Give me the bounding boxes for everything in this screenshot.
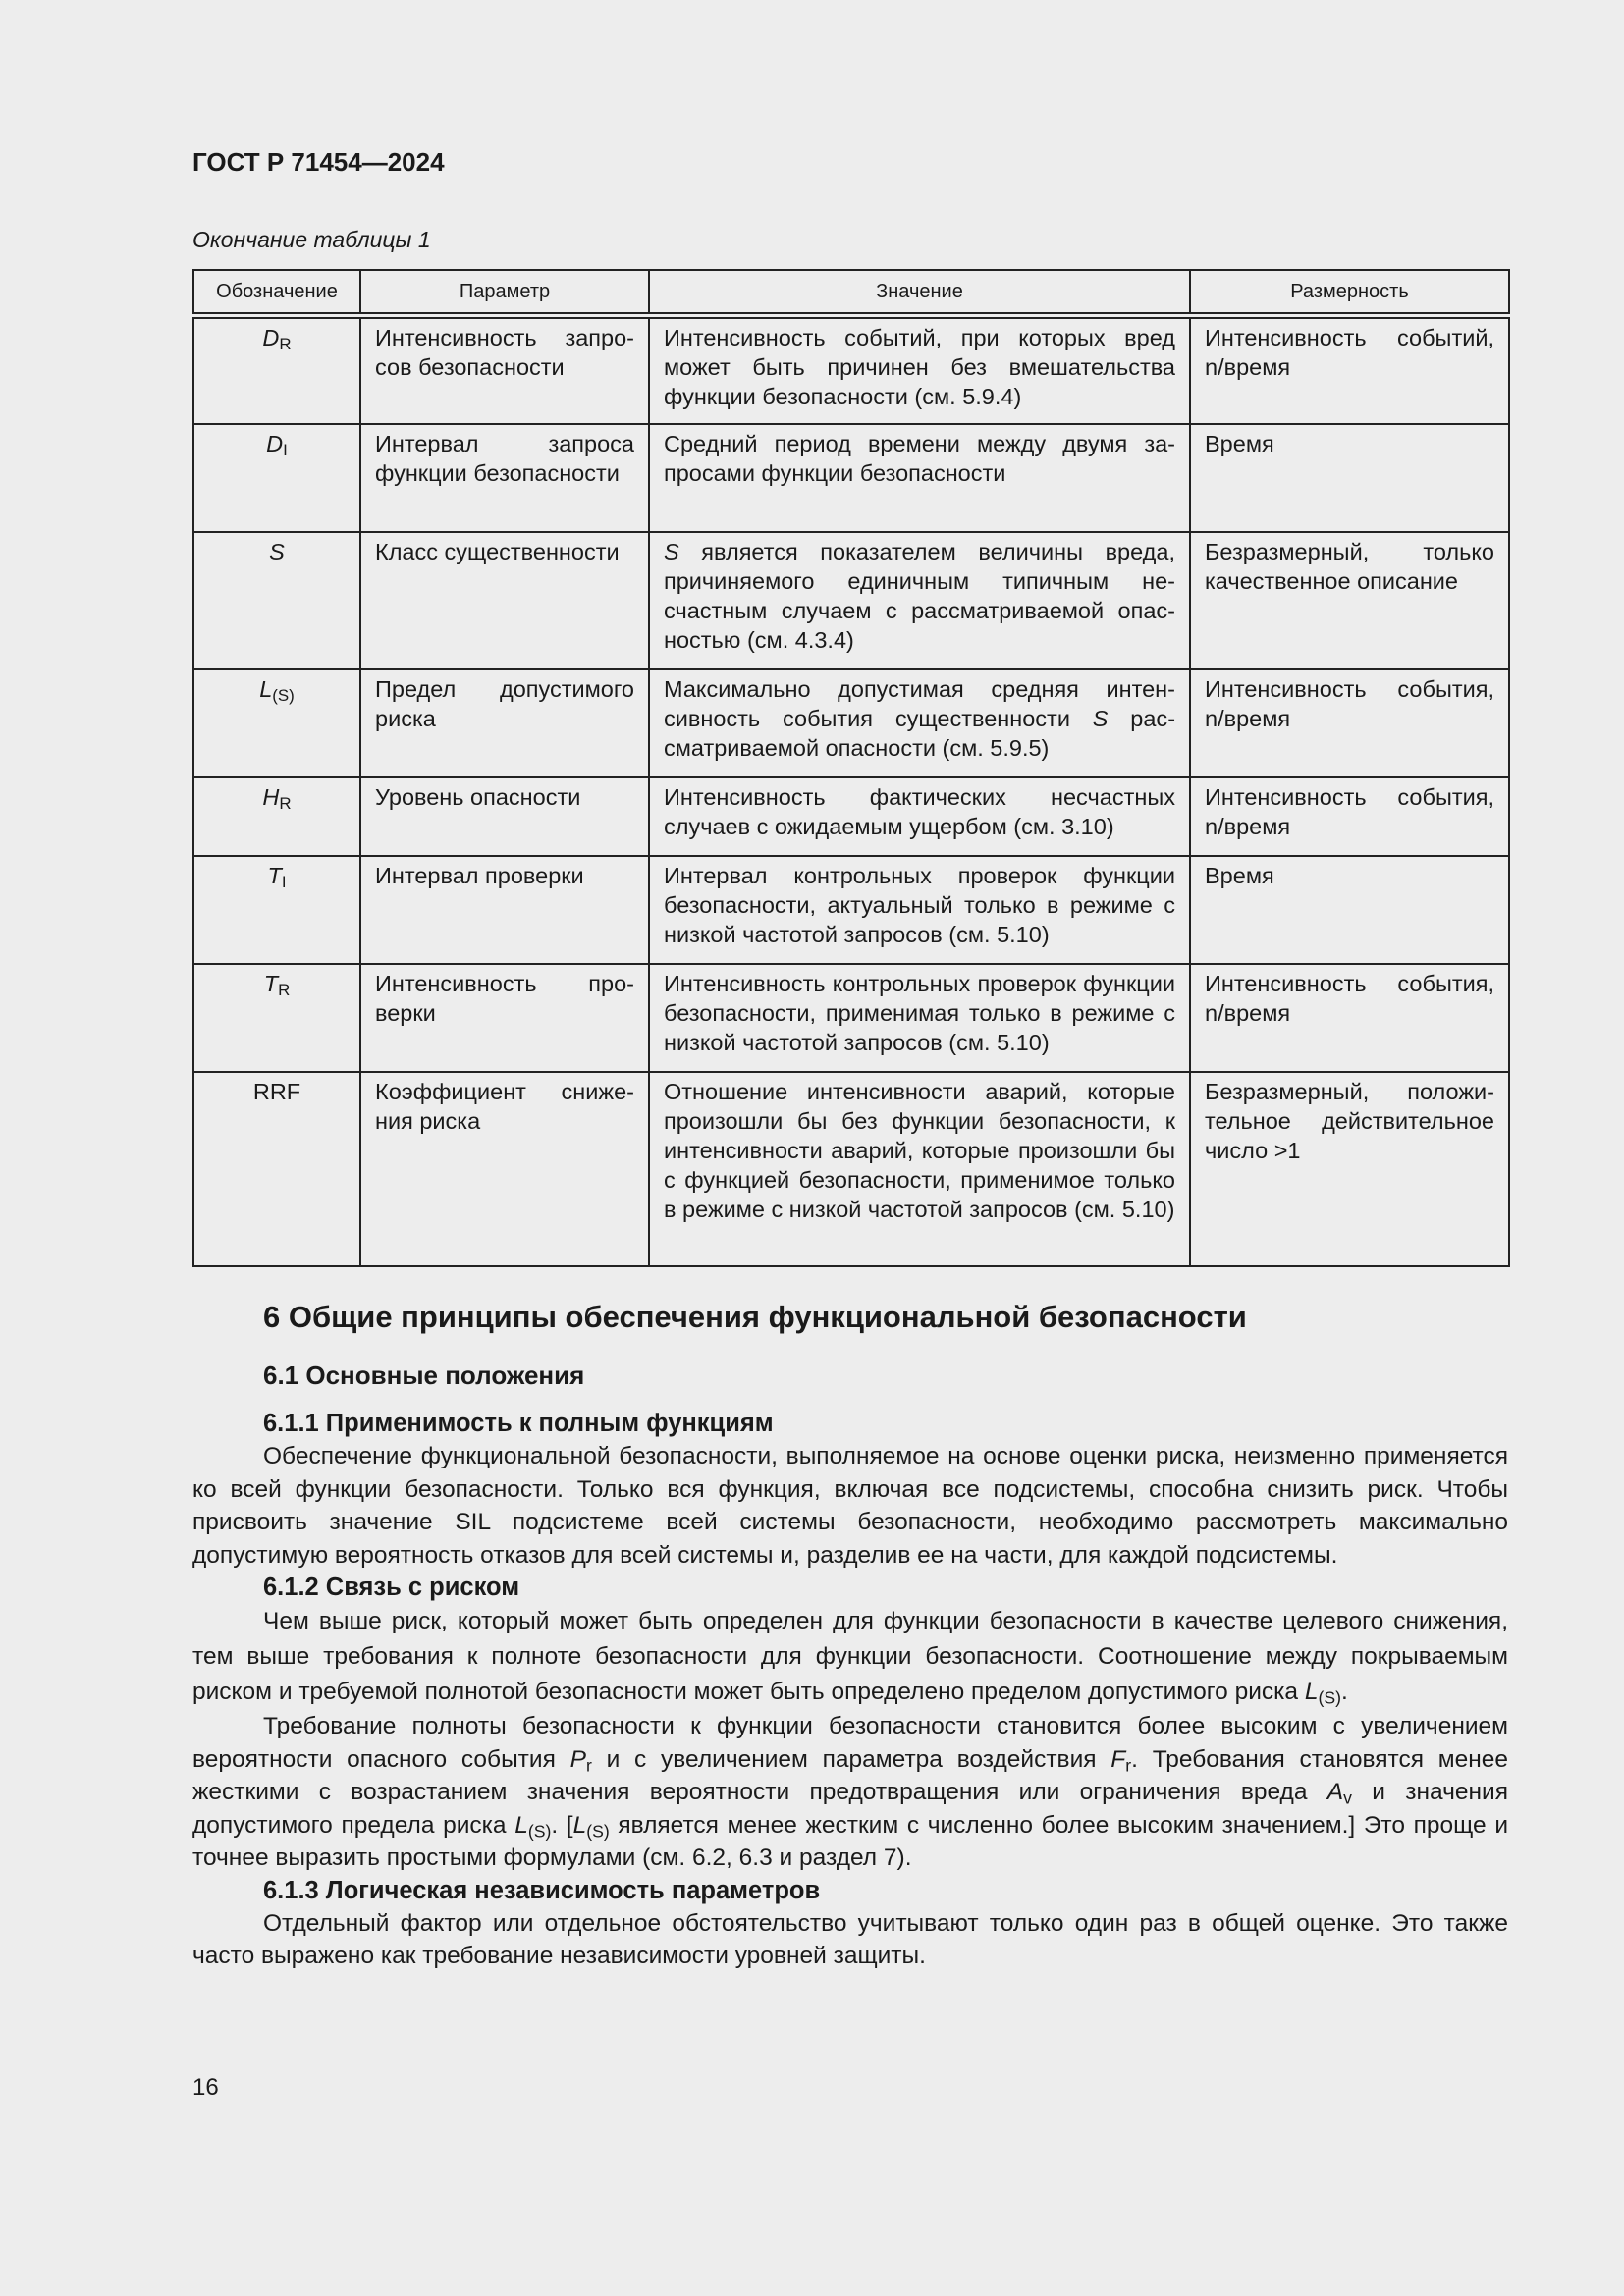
symbol-cell <box>193 669 360 777</box>
dimension-cell <box>1190 964 1509 1072</box>
table-header-row <box>193 270 1509 316</box>
formula-symbol: L <box>1304 1679 1319 1705</box>
symbol: S <box>269 538 285 564</box>
dimension-text: Интенсивность события, <box>1205 783 1494 810</box>
symbol: T <box>263 970 279 996</box>
dimension-cell: Безразмерный, только качественное описание <box>1190 532 1509 669</box>
symbol: T <box>267 862 282 888</box>
section-content <box>192 1298 1508 1973</box>
value-cell: Интенсивность фактических несчастных случаев с ожидаемым ущербом (см. 3.10) <box>649 777 1190 856</box>
formula-symbol: A <box>1326 1779 1344 1805</box>
value-text: Максимально допустимая средняя интенсивность события существенности <box>664 675 1175 731</box>
paragraph-text: Чем выше риск, который может быть определен для функции безопасности в качестве целевого снижения, тем выше требования к полноте безопасности для функции безопасности. Соотношение между покрываемым риском и требуемой полнотой безопасности может быть определено пределом допустимого риска <box>192 1608 1508 1705</box>
symbol-subscript: R <box>278 980 291 999</box>
dimension-text: Интенсивность события, <box>1205 675 1494 702</box>
value-cell: Интенсивность контрольных проверок функции безопасности, применимая только в режиме с низкой частотой запросов (см. 5.10) <box>649 964 1190 1072</box>
formula-subscript: r <box>1125 1754 1132 1775</box>
symbol-subscript: (S) <box>272 685 295 705</box>
symbol: L <box>259 675 273 702</box>
formula-subscript: (S) <box>527 1820 552 1841</box>
paragraph-text: . Требования становятся менее жесткими с возрастанием значения вероятности предотвращения или ограничения вреда <box>192 1745 1508 1805</box>
column-header: Параметр <box>360 270 649 316</box>
dimension-cell: Безразмерный, положительное действительное число >1 <box>1190 1072 1509 1266</box>
symbol-subscript: R <box>279 335 292 354</box>
parameter-cell: Класс существенности <box>360 532 649 669</box>
table-row <box>193 777 1509 856</box>
section-title: 6 Общие принципы обеспечения функциональной безопасности <box>263 1300 1247 1334</box>
symbol: D <box>266 430 284 456</box>
table-row <box>193 964 1509 1072</box>
dimension-cell: Время <box>1190 856 1509 964</box>
symbol-subscript: I <box>283 440 288 459</box>
symbol-cell: RRF <box>193 1072 360 1266</box>
dimension-unit: n/время <box>1205 705 1291 731</box>
dimension-cell: Время <box>1190 424 1509 532</box>
symbol-subscript: I <box>281 872 287 891</box>
value-text: является показателем величины вреда, причиняемого единичным типичным несчастным случаем с рассматриваемой опасностью (см. 4.3.4) <box>664 538 1175 653</box>
parameter-cell: Интервал запроса функции безопасности <box>360 424 649 532</box>
symbol: D <box>262 325 280 350</box>
table-row <box>193 424 1509 532</box>
paragraph <box>192 1604 1508 1710</box>
table-row <box>193 856 1509 964</box>
symbol-cell <box>193 316 360 424</box>
formula-symbol: L <box>572 1811 587 1839</box>
paragraph-text: . <box>1341 1679 1348 1705</box>
table-row <box>193 669 1509 777</box>
paragraph-text: и значения допустимого предела риска <box>192 1779 1508 1839</box>
clause-title: 6.1.1 Применимость к полным функциям <box>263 1410 774 1437</box>
symbol-cell <box>193 964 360 1072</box>
dimension-cell <box>1190 777 1509 856</box>
value-symbol: S <box>664 538 679 564</box>
page-number: 16 <box>192 2074 219 2101</box>
value-symbol: S <box>1092 705 1109 731</box>
parameters-table <box>192 269 1510 1267</box>
symbol-cell <box>193 424 360 532</box>
paragraph-text: . [ <box>551 1811 573 1839</box>
formula-symbol: F <box>1110 1745 1126 1773</box>
parameter-cell: Уровень опасности <box>360 777 649 856</box>
value-cell <box>649 532 1190 669</box>
symbol-cell <box>193 856 360 964</box>
value-cell: Отношение интенсивности аварий, которые произошли бы без функции безопасности, к интенсивности аварий, которые произошли бы с функцией безопасности, применимое только в режиме с низкой частотой запросов (см. 5.10) <box>649 1072 1190 1266</box>
formula-subscript: v <box>1343 1788 1352 1808</box>
value-cell <box>649 669 1190 777</box>
symbol-subscript: R <box>279 793 292 813</box>
dimension-text: Интенсивность события, <box>1205 970 1494 996</box>
formula-symbol: L <box>514 1811 528 1839</box>
paragraph <box>192 1710 1508 1875</box>
parameter-cell: Интенсивность запросов безопасности <box>360 316 649 424</box>
paragraph-text: и с увеличением параметра воздействия <box>591 1745 1111 1773</box>
formula-subscript: r <box>585 1754 592 1775</box>
column-header: Обозначение <box>193 270 360 316</box>
paragraph-text: является менее жестким с численно более высоким значением.] Это проще и точнее выразить простыми формулами (см. 6.2, 6.3 и раздел 7). <box>192 1811 1509 1871</box>
value-cell: Интенсивность событий, при которых вред может быть причинен без вмешательства функции безопасности (см. 5.9.4) <box>649 316 1190 424</box>
clause-title: 6.1.2 Связь с риском <box>263 1574 520 1601</box>
dimension-cell <box>1190 669 1509 777</box>
document-header: ГОСТ Р 71454—2024 <box>192 147 445 177</box>
formula-symbol: P <box>569 1745 586 1773</box>
table-row <box>193 316 1509 424</box>
formula-subscript: (S) <box>586 1820 610 1841</box>
dimension-unit: n/время <box>1205 354 1291 380</box>
clause-title: 6.1.3 Логическая независимость параметров <box>263 1876 821 1904</box>
table-caption: Окончание таблицы 1 <box>192 227 431 252</box>
parameter-cell: Коэффициент снижения риска <box>360 1072 649 1266</box>
dimension-text: Интенсивность событий, <box>1205 325 1494 350</box>
symbol-cell <box>193 532 360 669</box>
subsection-title: 6.1 Основные положения <box>263 1361 585 1390</box>
dimension-cell <box>1190 316 1509 424</box>
paragraph: Отдельный фактор или отдельное обстоятельство учитывают только один раз в общей оценке. Это также часто выражено как требование независимости уровней защиты. <box>192 1909 1508 1969</box>
symbol: H <box>262 783 280 810</box>
formula-subscript: (S) <box>1318 1687 1342 1708</box>
value-cell: Средний период времени между двумя запросами функции безопасности <box>649 424 1190 532</box>
parameter-cell: Интенсивность проверки <box>360 964 649 1072</box>
table-row <box>193 532 1509 669</box>
dimension-unit: n/время <box>1205 999 1291 1026</box>
value-cell: Интервал контрольных проверок функции безопасности, актуальный только в режиме с низкой частотой запросов (см. 5.10) <box>649 856 1190 964</box>
table-row <box>193 1072 1509 1266</box>
value-text: рассматриваемой опасности (см. 5.9.5) <box>664 705 1176 761</box>
paragraph: Обеспечение функциональной безопасности, выполняемое на основе оценки риска, неизменно применяется ко всей функции безопасности. Только вся функция, включая все подсистемы, способна снизить риск. Чтобы присвоить значение SIL подсистеме всей системы безопасности, необходимо рассмотреть максимально допустимую вероятность отказов для всей системы и, разделив ее на части, для каждой подсистемы. <box>192 1443 1508 1569</box>
symbol-cell <box>193 777 360 856</box>
dimension-unit: n/время <box>1205 813 1291 839</box>
column-header: Значение <box>649 270 1190 316</box>
parameter-cell: Интервал проверки <box>360 856 649 964</box>
paragraph-text: Требование полноты безопасности к функции безопасности становится более высоким с увеличением вероятности опасного события <box>192 1713 1508 1773</box>
parameter-cell: Предел допустимого риска <box>360 669 649 777</box>
column-header: Размерность <box>1190 270 1509 316</box>
